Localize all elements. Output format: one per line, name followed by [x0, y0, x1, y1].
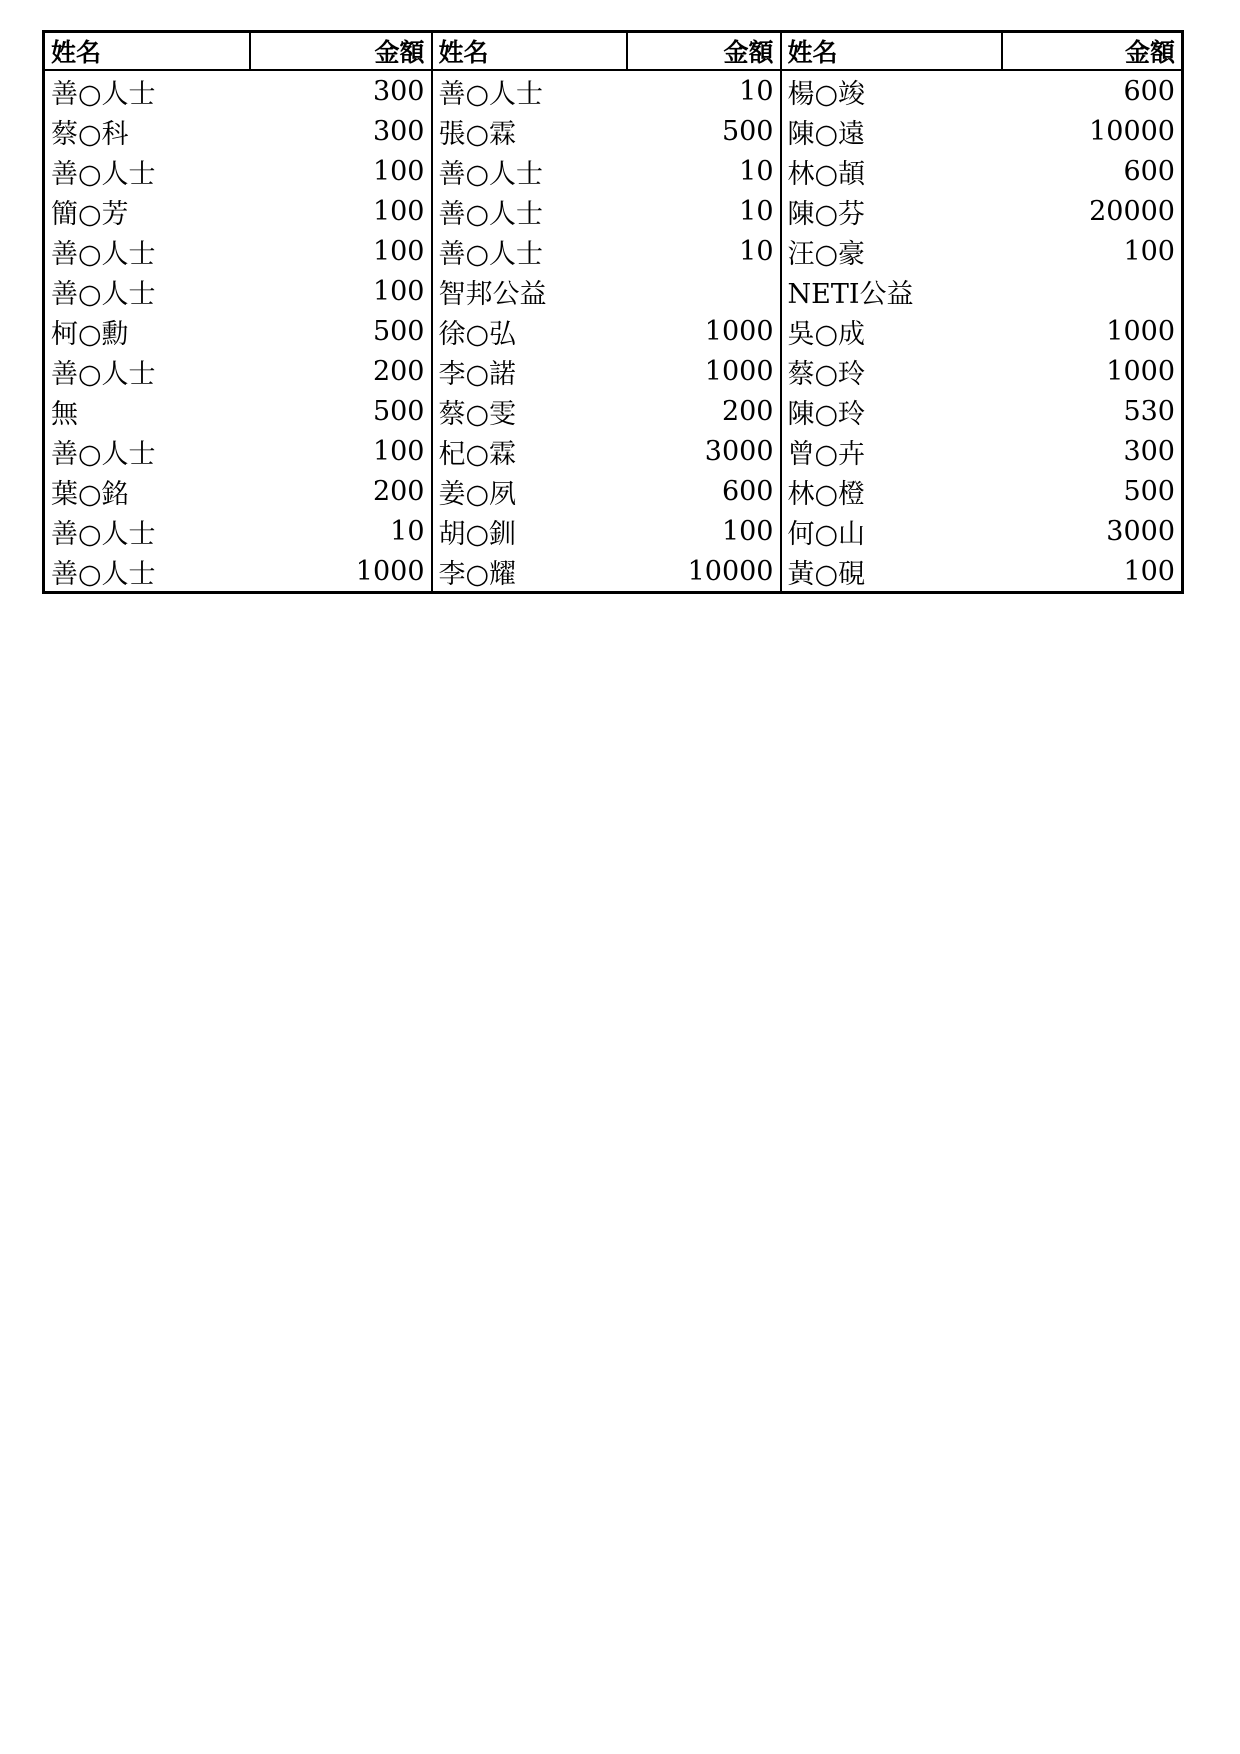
donor-name-cell: 善○人士: [438, 198, 544, 230]
amount-cell: 300: [250, 111, 432, 151]
donor-name-cell: 善○人士: [438, 158, 544, 190]
amount-cell: 10000: [1089, 115, 1175, 147]
amount-cell: 10: [627, 70, 781, 111]
donor-name-cell: 善○人士: [51, 438, 156, 470]
amount-cell: 300: [250, 70, 432, 111]
amount-cell: 10: [250, 511, 432, 551]
amount-cell: 1000: [250, 551, 432, 593]
amount-cell: 500: [250, 311, 432, 351]
amount-cell: 600: [1123, 75, 1175, 107]
donor-name-cell: 陳○遠: [787, 118, 866, 150]
amount-cell: 530: [1123, 395, 1175, 427]
donor-name-cell: 李○諾: [438, 358, 517, 390]
amount-cell: 10: [627, 231, 781, 271]
amount-header: 金額: [250, 32, 432, 71]
table-row: [44, 471, 1183, 511]
name-header: 姓名: [44, 32, 250, 71]
donor-name-cell: 杞○霖: [438, 438, 517, 470]
donor-name-cell: 蔡○玲: [787, 358, 866, 390]
donor-name-cell: 姜○夙: [438, 478, 517, 510]
donor-name-cell: 葉○銘: [51, 478, 129, 510]
donor-name-cell: 黃○硯: [787, 558, 866, 590]
table-row: [44, 111, 1183, 151]
donor-name-cell: 善○人士: [51, 358, 156, 390]
table-row: [44, 231, 1183, 271]
donor-name-cell: 張○霖: [438, 118, 517, 150]
amount-cell: 200: [627, 391, 781, 431]
donor-name-cell: 善○人士: [51, 278, 156, 310]
donor-name-cell: 善○人士: [51, 238, 156, 270]
donor-name-cell: 善○人士: [51, 558, 156, 590]
donor-name-cell: 善○人士: [438, 78, 544, 110]
donor-name-cell: 徐○弘: [438, 318, 517, 350]
amount-cell: 20000: [1089, 195, 1175, 227]
amount-cell: 600: [627, 471, 781, 511]
amount-cell: 500: [250, 391, 432, 431]
donor-name-cell: 林○橙: [787, 478, 866, 510]
donor-name-cell: NETI公益: [787, 278, 914, 310]
header-row: [44, 32, 1183, 71]
donor-name-cell: 何○山: [787, 518, 866, 550]
donor-name-cell: 善○人士: [51, 158, 156, 190]
donor-name-cell: 善○人士: [51, 78, 156, 110]
amount-cell: 1000: [627, 311, 781, 351]
donor-name-cell: 蔡○雯: [438, 398, 517, 430]
amount-cell: 10: [627, 191, 781, 231]
table-row: [44, 70, 1183, 111]
amount-cell: 100: [627, 511, 781, 551]
amount-cell: 3000: [1106, 515, 1175, 547]
amount-cell: 100: [250, 271, 432, 311]
donor-name-cell: 善○人士: [51, 518, 156, 550]
amount-cell: 10: [627, 151, 781, 191]
amount-cell: 200: [250, 351, 432, 391]
donor-name-cell: 曾○卉: [787, 438, 866, 470]
donor-name-cell: 楊○竣: [787, 78, 866, 110]
amount-cell: 3000: [627, 431, 781, 471]
donor-name-cell: 陳○玲: [787, 398, 866, 430]
table-row: [44, 551, 1183, 593]
amount-cell: 1000: [1106, 315, 1175, 347]
amount-cell: 1000: [1106, 355, 1175, 387]
name-header: 姓名: [432, 32, 627, 71]
amount-cell: 100: [1123, 235, 1175, 267]
donor-name-cell: 無: [51, 398, 78, 430]
donation-table: [42, 30, 1184, 594]
donor-name-cell: 智邦公益: [438, 278, 547, 310]
table-row: [44, 511, 1183, 551]
amount-cell: 100: [250, 191, 432, 231]
donor-name-cell: 吳○成: [787, 318, 866, 350]
donor-name-cell: 善○人士: [438, 238, 544, 270]
amount-cell: 500: [1123, 475, 1175, 507]
donor-name-cell: 蔡○科: [51, 118, 129, 150]
amount-cell: 100: [1123, 555, 1175, 587]
name-header: 姓名: [781, 32, 1002, 71]
donor-name-cell: 林○頡: [787, 158, 866, 190]
donor-name-cell: 簡○芳: [51, 198, 129, 230]
table-row: [44, 271, 1183, 311]
amount-cell: 500: [627, 111, 781, 151]
table-row: [44, 351, 1183, 391]
table-row: [44, 311, 1183, 351]
donor-name-cell: 汪○豪: [787, 238, 866, 270]
amount-cell: 1000: [627, 351, 781, 391]
table-row: [44, 151, 1183, 191]
donor-name-cell: 陳○芬: [787, 198, 866, 230]
table-row: [44, 431, 1183, 471]
amount-cell: [1002, 271, 1183, 311]
amount-cell: 200: [250, 471, 432, 511]
amount-cell: [627, 271, 781, 311]
amount-header: 金額: [627, 32, 781, 71]
donor-name-cell: 李○耀: [438, 558, 517, 590]
amount-cell: 100: [250, 231, 432, 271]
donor-name-cell: 胡○釧: [438, 518, 517, 550]
donor-name-cell: 柯○勳: [51, 318, 129, 350]
amount-header: 金額: [1002, 32, 1183, 71]
amount-cell: 100: [250, 151, 432, 191]
amount-cell: 300: [1123, 435, 1175, 467]
amount-cell: 10000: [627, 551, 781, 593]
amount-cell: 600: [1123, 155, 1175, 187]
amount-cell: 100: [250, 431, 432, 471]
table-row: [44, 391, 1183, 431]
table-row: [44, 191, 1183, 231]
